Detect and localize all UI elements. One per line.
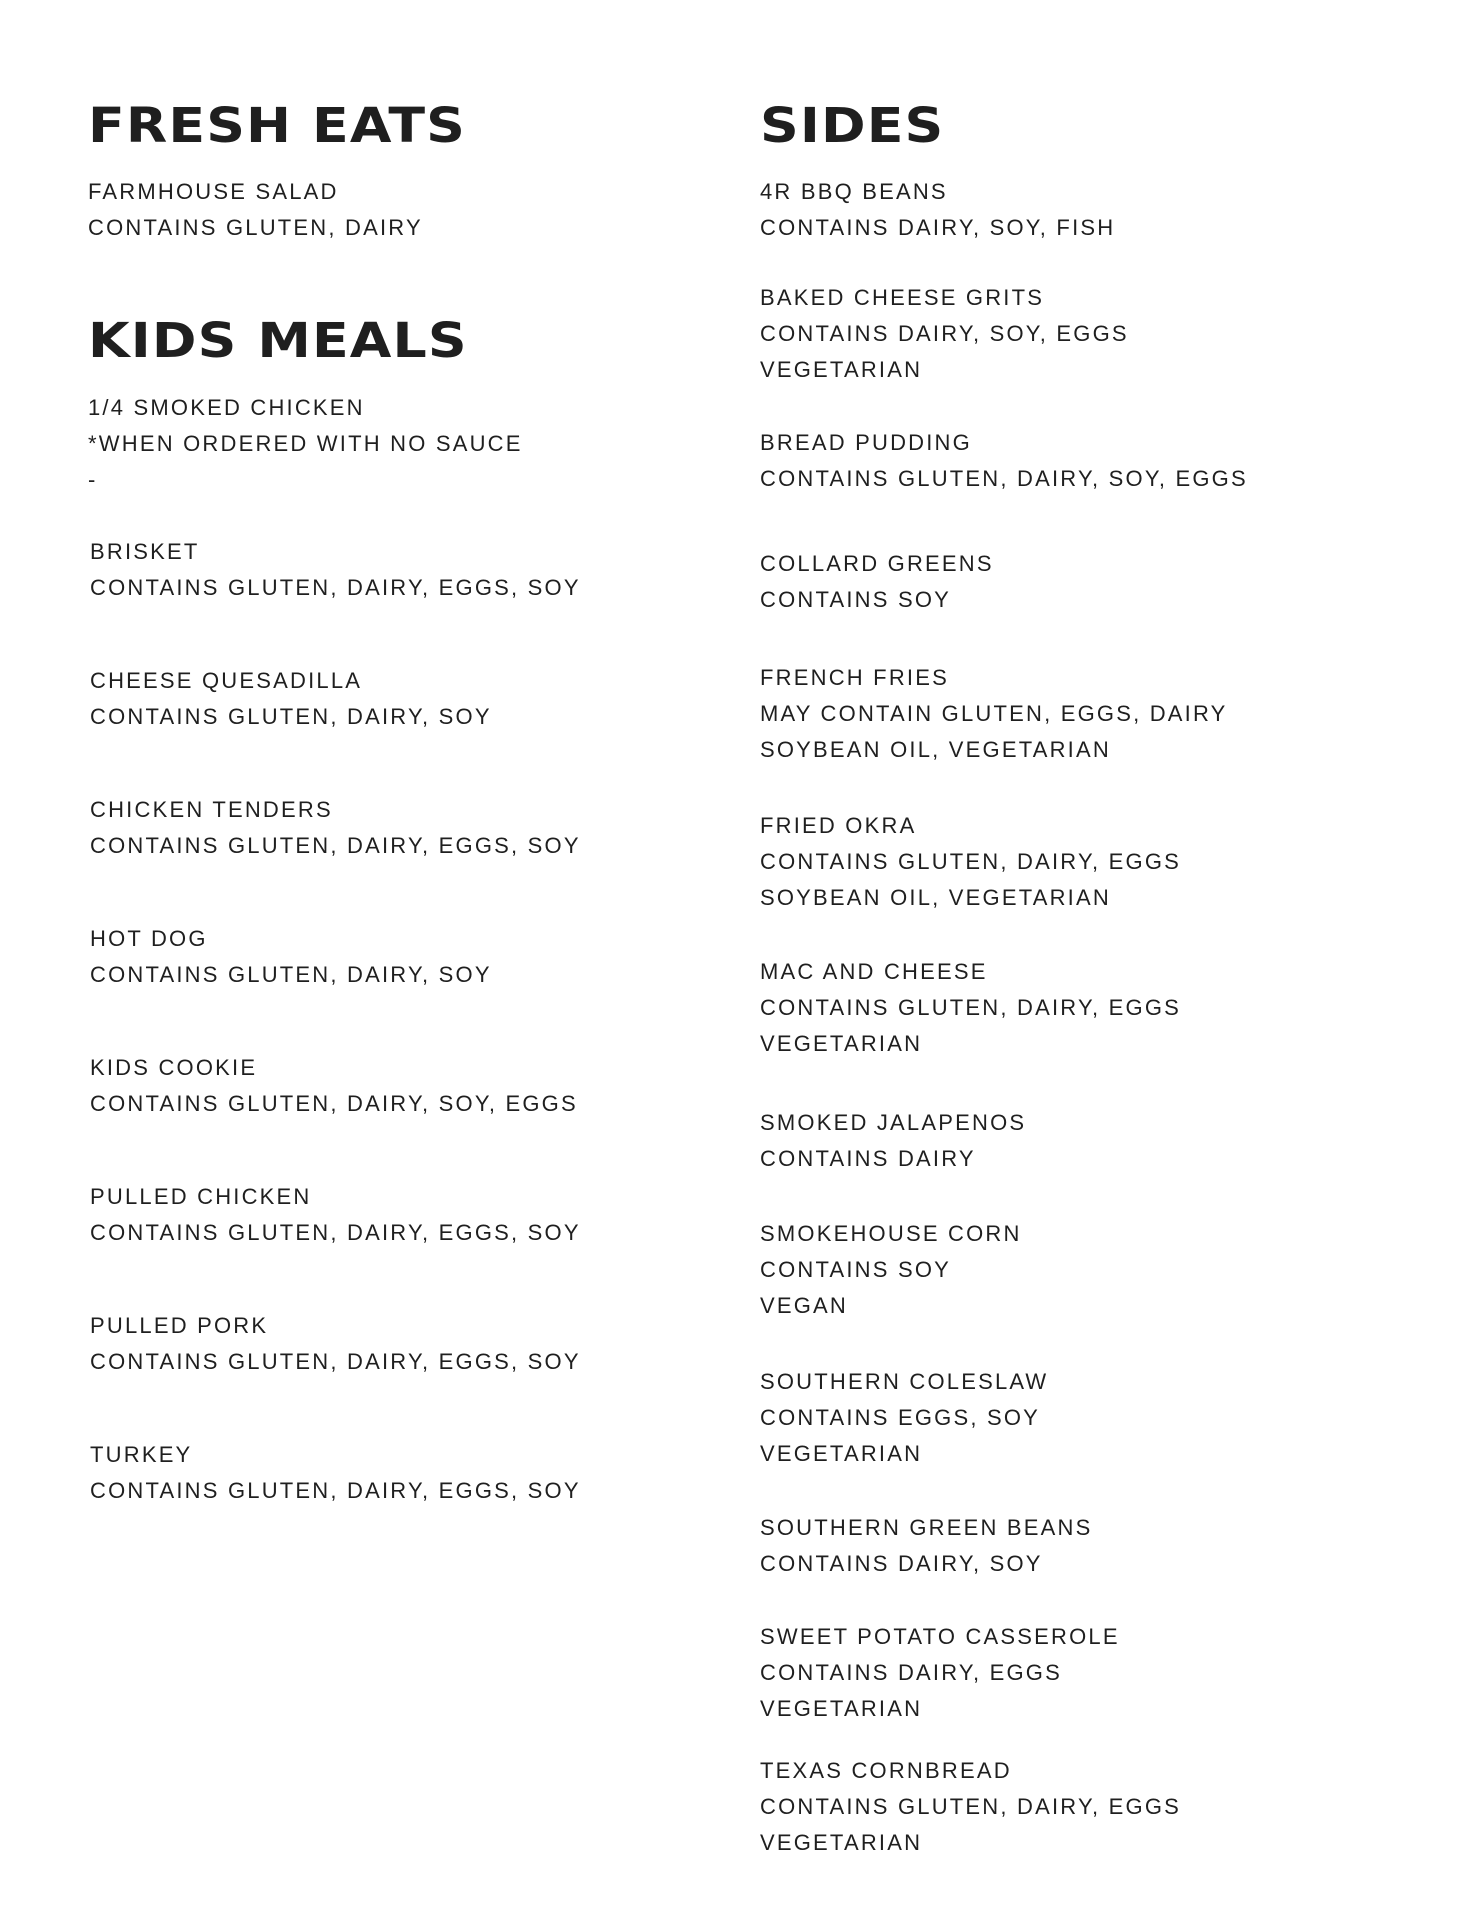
menu-item-kids-cookie	[90, 1050, 578, 1122]
item-allergens: MAY CONTAIN GLUTEN, EGGS, DAIRY	[760, 701, 1228, 726]
menu-item-pulled-pork	[90, 1308, 581, 1380]
menu-item-fried-okra	[760, 808, 1181, 916]
menu-item-farmhouse-salad	[88, 174, 423, 246]
menu-item-4r-bbq-beans	[760, 174, 1115, 246]
menu-item-cheese-quesadilla	[90, 663, 492, 735]
item-diet: VEGETARIAN	[760, 1830, 923, 1855]
item-allergens: CONTAINS GLUTEN, DAIRY, SOY	[90, 704, 492, 729]
item-allergens: CONTAINS SOY	[760, 1257, 952, 1282]
fresh-eats-heading: FRESH EATS	[88, 98, 467, 154]
item-allergens: CONTAINS GLUTEN, DAIRY, EGGS	[760, 849, 1182, 874]
item-diet: VEGETARIAN	[760, 1441, 923, 1466]
menu-item-smoked-jalapenos	[760, 1105, 1026, 1177]
item-note: *WHEN ORDERED WITH NO SAUCE	[88, 431, 523, 456]
menu-item-mac-and-cheese	[760, 954, 1181, 1062]
item-name: BRISKET	[90, 539, 200, 564]
item-allergens: CONTAINS DAIRY, EGGS	[760, 1660, 1062, 1685]
menu-item-collard-greens	[760, 546, 994, 618]
item-name: MAC AND CHEESE	[760, 959, 988, 984]
item-name: BREAD PUDDING	[760, 430, 972, 455]
item-name: TURKEY	[90, 1442, 193, 1467]
item-allergens: CONTAINS SOY	[760, 587, 952, 612]
menu-item-smoked-chicken	[88, 390, 523, 498]
item-diet: VEGETARIAN	[760, 1031, 923, 1056]
item-allergens: CONTAINS DAIRY, SOY, EGGS	[760, 321, 1129, 346]
item-allergens: CONTAINS GLUTEN, DAIRY, SOY	[90, 962, 492, 987]
menu-item-texas-cornbread	[760, 1753, 1181, 1861]
item-allergens: CONTAINS GLUTEN, DAIRY, EGGS, SOY	[90, 1349, 581, 1374]
item-allergens: CONTAINS GLUTEN, DAIRY, EGGS, SOY	[90, 833, 581, 858]
item-name: SMOKEHOUSE CORN	[760, 1221, 1022, 1246]
item-diet: VEGETARIAN	[760, 1696, 923, 1721]
item-diet: SOYBEAN OIL, VEGETARIAN	[760, 885, 1111, 910]
menu-item-bread-pudding	[760, 425, 1248, 497]
kids-meals-heading: KIDS MEALS	[88, 313, 468, 369]
menu-item-smokehouse-corn	[760, 1216, 1022, 1324]
item-diet: VEGAN	[760, 1293, 849, 1318]
item-name: 1/4 SMOKED CHICKEN	[88, 395, 365, 420]
item-name: BAKED CHEESE GRITS	[760, 285, 1045, 310]
item-allergens: CONTAINS GLUTEN, DAIRY, EGGS, SOY	[90, 575, 581, 600]
item-allergens: CONTAINS GLUTEN, DAIRY, EGGS, SOY	[90, 1478, 581, 1503]
item-name: FARMHOUSE SALAD	[88, 179, 339, 204]
menu-item-french-fries	[760, 660, 1228, 768]
menu-item-chicken-tenders	[90, 792, 581, 864]
item-allergens: CONTAINS DAIRY, SOY, FISH	[760, 215, 1116, 240]
item-allergens: CONTAINS GLUTEN, DAIRY, EGGS	[760, 995, 1182, 1020]
item-allergens: CONTAINS EGGS, SOY	[760, 1405, 1041, 1430]
item-diet: SOYBEAN OIL, VEGETARIAN	[760, 737, 1111, 762]
item-allergens: CONTAINS DAIRY	[760, 1146, 976, 1171]
item-name: CHEESE QUESADILLA	[90, 668, 363, 693]
item-diet: VEGETARIAN	[760, 357, 923, 382]
item-name: HOT DOG	[90, 926, 208, 951]
menu-item-baked-cheese-grits	[760, 280, 1129, 388]
item-name: KIDS COOKIE	[90, 1055, 258, 1080]
item-name: CHICKEN TENDERS	[90, 797, 333, 822]
sides-heading: SIDES	[760, 98, 945, 154]
item-name: COLLARD GREENS	[760, 551, 994, 576]
menu-item-pulled-chicken	[90, 1179, 581, 1251]
item-allergens: CONTAINS DAIRY, SOY	[760, 1551, 1043, 1576]
item-name: FRENCH FRIES	[760, 665, 949, 690]
menu-item-brisket	[90, 534, 581, 606]
item-allergens: CONTAINS GLUTEN, DAIRY, EGGS	[760, 1794, 1182, 1819]
item-name: TEXAS CORNBREAD	[760, 1758, 1012, 1783]
item-allergens: CONTAINS GLUTEN, DAIRY, EGGS, SOY	[90, 1220, 581, 1245]
menu-item-hot-dog	[90, 921, 492, 993]
item-name: PULLED PORK	[90, 1313, 269, 1338]
menu-item-turkey	[90, 1437, 581, 1509]
item-name: PULLED CHICKEN	[90, 1184, 312, 1209]
menu-item-southern-green-beans	[760, 1510, 1093, 1582]
item-allergens: CONTAINS GLUTEN, DAIRY	[88, 215, 423, 240]
item-allergens: CONTAINS GLUTEN, DAIRY, SOY, EGGS	[760, 466, 1248, 491]
item-name: SMOKED JALAPENOS	[760, 1110, 1027, 1135]
menu-item-southern-coleslaw	[760, 1364, 1048, 1472]
item-name: SWEET POTATO CASSEROLE	[760, 1624, 1120, 1649]
item-allergens: CONTAINS GLUTEN, DAIRY, SOY, EGGS	[90, 1091, 578, 1116]
item-dash: -	[88, 467, 98, 492]
item-name: SOUTHERN GREEN BEANS	[760, 1515, 1093, 1540]
menu-item-sweet-potato-casserole	[760, 1619, 1120, 1727]
item-name: 4R BBQ BEANS	[760, 179, 948, 204]
item-name: FRIED OKRA	[760, 813, 917, 838]
item-name: SOUTHERN COLESLAW	[760, 1369, 1049, 1394]
